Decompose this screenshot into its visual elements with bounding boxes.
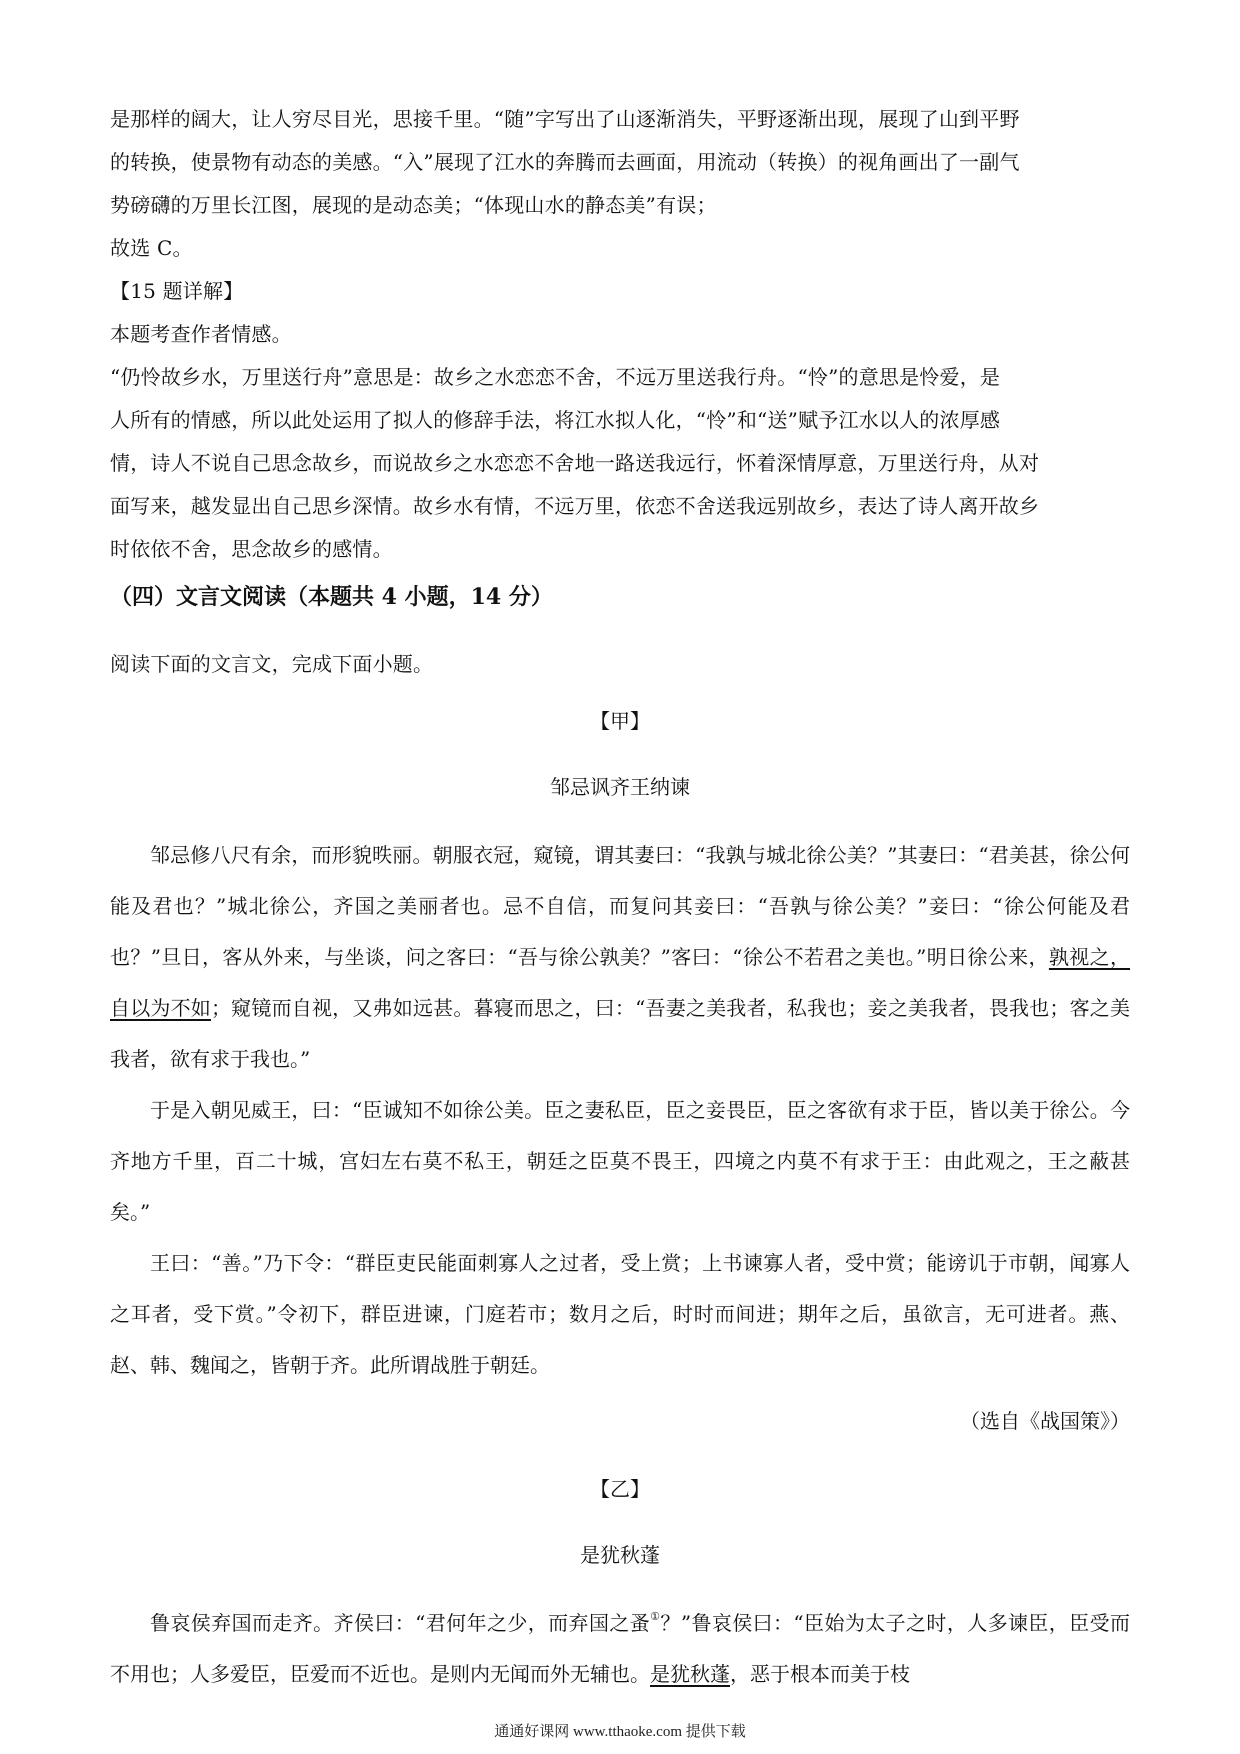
q15-heading: 【15 题详解】 <box>110 279 244 303</box>
text-run: 谏臣，臣受而不用也；人多爱臣，臣爱而不近也。是则内无闻而外无辅也。 <box>110 1611 1130 1686</box>
text-run: 市朝，闻寡人之耳者，受下赏。”令初下，群臣进谏，门庭若市；数月之后，时时而间进；期年之后，虽 <box>110 1251 1130 1326</box>
text-run: 欲言，无可进者。燕、赵、韩、魏闻之，皆朝于齐。此所谓战胜于朝廷。 <box>110 1302 1130 1377</box>
underlined-sentence: 是犹秋蓬 <box>650 1662 730 1686</box>
analysis-line: 是那样的阔大，让人穷尽目光，思接千里。“随”字写出了山逐渐消失，平野逐渐出现，展现了山到平野 <box>110 107 1020 131</box>
analysis-line: 的转换，使景物有动态的美感。“入”展现了江水的奔腾而去画面，用流动（转换）的视角画出了一副气 <box>110 150 1020 174</box>
footnote-marker: ① <box>650 1610 661 1623</box>
text-run: 鲁哀侯弃国而走齐。齐侯曰：“君何年之少，而弃国之蚤 <box>150 1611 651 1635</box>
text-run: ？”鲁哀侯曰：“臣始为太子之时，人多 <box>660 1611 1009 1635</box>
analysis-line: 势磅礴的万里长江图，展现的是动态美；“体现山水的静态美”有误； <box>110 193 717 217</box>
underlined-sentence: 孰视之，自以为不如 <box>110 945 1131 1020</box>
text-run: 美甚，徐公何能及君也？”城北徐公，齐国之美丽者也。忌不自信，而复问其妾曰：“吾孰与徐公美？” <box>110 843 1130 918</box>
q15-line: “仍怜故乡水，万里送行舟”意思是：故乡之水恋恋不舍，不远万里送我行舟。“怜”的意思是怜爱，是 <box>110 365 1001 389</box>
q15-line: 面写来，越发显出自己思乡深情。故乡水有情，不远万里，依恋不舍送我远别故乡，表达了诗人离开故乡 <box>110 494 1040 518</box>
q15-line: 人所有的情感，所以此处运用了拟人的修辞手法，将江水拟人化，“怜”和“送”赋予江水以人的浓厚感 <box>110 408 1001 432</box>
passage-title: 邹忌讽齐王纳谏 <box>550 775 690 799</box>
text-run: ；窥镜而自视，又弗如远甚。暮寝而思之，曰：“吾妻 <box>210 996 686 1020</box>
text-run: 邹忌修八尺有余，而形貌昳丽。朝服衣冠，窥镜，谓其妻曰：“我孰与城北徐公美？”其妻曰：“君 <box>150 843 1010 867</box>
text-run: 于徐公。今齐地方千里，百二十城，宫妇左右莫不私王，朝廷之臣莫不畏王，四境之内莫不有求于王：由 <box>110 1098 1131 1173</box>
section-four <box>110 573 1130 686</box>
passage-label: 【乙】 <box>590 1477 650 1501</box>
passage-paragraph <box>110 1085 1130 1238</box>
analysis-q15 <box>110 270 1130 571</box>
passage-title: 是犹秋蓬 <box>580 1543 660 1567</box>
text-run: 王曰：“善。”乃下令：“群臣吏民能面刺寡人之过者，受上赏；上书谏寡人者，受中赏；能谤讥于 <box>150 1251 1009 1275</box>
q15-line: 时依依不舍，思念故乡的感情。 <box>110 537 393 561</box>
q15-topic: 本题考查作者情感。 <box>110 322 292 346</box>
q15-line: 情，诗人不说自己思念故乡，而说故乡之水恋恋不舍地一路送我远行，怀着深情厚意，万里送行舟，从对 <box>110 451 1040 475</box>
passage-source: （选自《战国策》） <box>960 1409 1130 1433</box>
text-run: 若君之美也。”明日徐公来， <box>803 945 1049 969</box>
text-run: 于是入朝见威王，曰：“臣诚知不如徐公美。臣之妻私臣，臣之妾畏臣，臣之客欲有求于臣，皆以美 <box>150 1098 1030 1122</box>
passage-yi <box>110 1466 1130 1700</box>
analysis-q14 <box>110 98 1130 270</box>
text-run: 此观之，王之蔽甚矣。” <box>110 1149 1131 1224</box>
section-title: （四）文言文阅读（本题共 4 小题，14 分） <box>110 584 553 610</box>
page-footer: 通通好课网 www.tthaoke.com 提供下载 <box>494 1724 746 1740</box>
passage-jia <box>110 698 1130 1446</box>
text-run: 之美我者，私我也；妾之美我者，畏我也；客之美我者，欲有求于我也。” <box>110 996 1131 1071</box>
passage-label: 【甲】 <box>590 709 650 733</box>
page-content <box>110 98 1130 1700</box>
text-run: 妾曰：“徐公何能及君也？”旦日，客从外来，与坐谈，问之客曰：“吾与徐公孰美？”客曰：“徐公不 <box>110 894 1130 969</box>
passage-paragraph <box>110 1238 1130 1391</box>
text-run: ，恶于根本而美于枝 <box>730 1662 910 1686</box>
passage-paragraph <box>110 830 1130 1085</box>
passage-paragraph <box>110 1598 1130 1700</box>
section-instruction: 阅读下面的文言文，完成下面小题。 <box>110 652 434 676</box>
answer-choice: 故选 C。 <box>110 236 193 260</box>
